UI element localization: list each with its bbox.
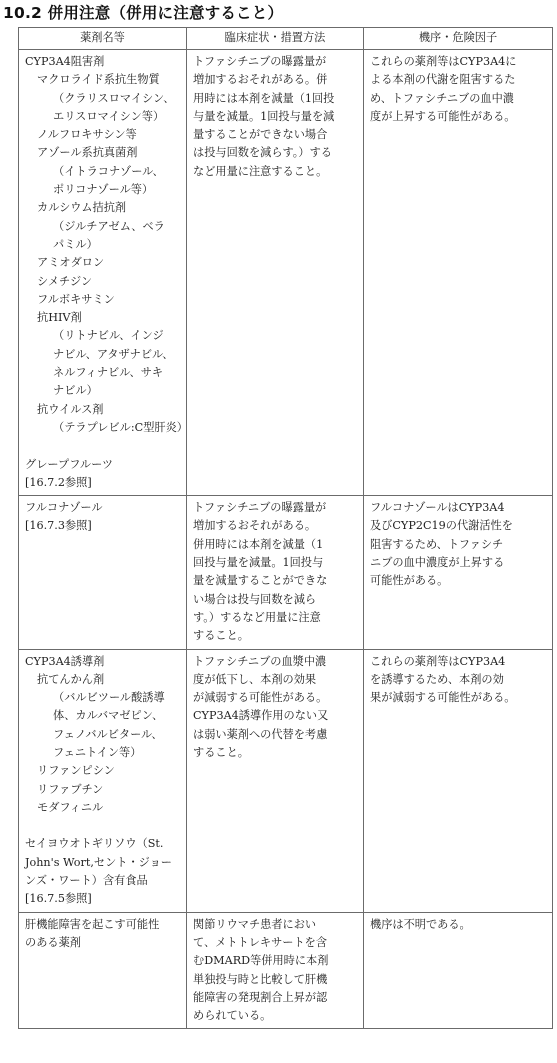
drug-line: フルコナゾール bbox=[25, 501, 103, 515]
drug-line: フルボキサミン bbox=[37, 292, 115, 306]
mechanism-cell bbox=[364, 912, 553, 1029]
drug-line: （リトナビル、インジ bbox=[53, 329, 164, 343]
drug-line: フェノバルビタール、 bbox=[53, 727, 163, 741]
symptom-line: 併用時には本剤を減量（1 bbox=[193, 537, 324, 551]
table-body bbox=[19, 50, 553, 1029]
drug-line: アミオダロン bbox=[37, 256, 105, 270]
table-row-cyp3a4-inhibitors bbox=[19, 50, 553, 496]
drug-line: 抗HIV剤 bbox=[37, 311, 82, 325]
mechanism-line: 阻害するため、トファシチ bbox=[370, 537, 504, 551]
drug-line: 体、カルバマゼピン、 bbox=[53, 709, 164, 723]
drug-line: セイヨウオトギリソウ（St. bbox=[25, 837, 164, 851]
symptom-line: トファシチニブの曝露量が bbox=[193, 501, 327, 515]
drug-line: ンズ・ワート）含有食品 bbox=[25, 874, 148, 888]
drug-line: ノルフロキサシン等 bbox=[37, 128, 137, 142]
symptom-line: 単独投与時と比較して肝機 bbox=[193, 972, 328, 986]
symptom-line: CYP3A4誘導作用のない又 bbox=[193, 709, 329, 723]
symptom-line: す。）するなど用量に注意 bbox=[193, 610, 321, 624]
mechanism-cell bbox=[364, 649, 553, 912]
drug-line: リファブチン bbox=[37, 782, 104, 796]
symptom-line: トファシチニブの曝露量が bbox=[193, 55, 327, 68]
header-clinical-symptoms: 臨床症状・措置方法 bbox=[187, 28, 364, 50]
spacer-line bbox=[25, 437, 181, 455]
drug-name-cell bbox=[19, 50, 187, 496]
section-title: 10.2 併用注意（併用に注意すること） bbox=[3, 4, 284, 22]
drug-line: ナビル、アタザナビル、 bbox=[53, 347, 174, 361]
mechanism-line: ニブの血中濃度が上昇する bbox=[370, 556, 505, 570]
clinical-symptoms-cell bbox=[187, 50, 364, 496]
mechanism-line: 可能性がある。 bbox=[370, 574, 449, 588]
header-drug-name: 薬剤名等 bbox=[19, 28, 187, 50]
symptom-line: 増加するおそれがある。併 bbox=[193, 73, 328, 87]
table-header-row bbox=[19, 28, 553, 50]
clinical-symptoms-cell bbox=[187, 649, 364, 912]
mechanism-line: フルコナゾールはCYP3A4 bbox=[370, 501, 505, 515]
table-row-hepatotoxic-drugs bbox=[19, 912, 553, 1029]
drug-line: モダフィニル bbox=[37, 800, 104, 814]
drug-line: 肝機能障害を起こす可能性 bbox=[25, 917, 160, 931]
drug-line: エリスロマイシン等） bbox=[53, 109, 165, 123]
symptom-line: すること。 bbox=[193, 745, 249, 759]
mechanism-line: 度が上昇する可能性がある。 bbox=[370, 109, 516, 123]
drug-line: 抗てんかん剤 bbox=[37, 672, 105, 686]
symptom-line: められている。 bbox=[193, 1009, 272, 1023]
drug-line: シメチジン bbox=[37, 274, 93, 288]
symptom-line: すること。 bbox=[193, 629, 249, 643]
drug-line: [16.7.2参照] bbox=[25, 475, 92, 489]
drug-line: CYP3A4阻害剤 bbox=[25, 55, 105, 68]
drug-line: （クラリスロマイシン、 bbox=[53, 91, 175, 105]
header-mechanism: 機序・危険因子 bbox=[364, 28, 553, 50]
symptom-line: 関節リウマチ患者におい bbox=[193, 917, 317, 931]
drug-line: アゾール系抗真菌剤 bbox=[37, 146, 138, 160]
mechanism-cell bbox=[364, 496, 553, 649]
symptom-line: て、メトトレキサートを含 bbox=[193, 935, 328, 949]
symptom-line: 用時には本剤を減量（1回投 bbox=[193, 91, 335, 105]
symptom-line: 増加するおそれがある。 bbox=[193, 519, 317, 533]
symptom-line: むDMARD等併用時に本剤 bbox=[193, 954, 329, 968]
mechanism-line: よる本剤の代謝を阻害するた bbox=[370, 73, 516, 87]
symptom-line: が減弱する可能性がある。 bbox=[193, 691, 328, 705]
drug-line: リファンピシン bbox=[37, 764, 115, 778]
drug-line: （イトラコナゾール、 bbox=[53, 164, 164, 178]
spacer-line bbox=[25, 817, 181, 835]
mechanism-line: 果が減弱する可能性がある。 bbox=[370, 691, 516, 705]
mechanism-line: め、トファシチニブの血中濃 bbox=[370, 91, 514, 105]
interaction-table bbox=[18, 27, 553, 1029]
mechanism-line: これらの薬剤等はCYP3A4に bbox=[370, 55, 517, 68]
drug-line: フェニトイン等） bbox=[53, 745, 142, 759]
symptom-line: い場合は投与回数を減ら bbox=[193, 592, 317, 606]
drug-name-cell bbox=[19, 649, 187, 912]
drug-line: （テラプレビル:C型肝炎） bbox=[53, 420, 188, 434]
drug-name-cell bbox=[19, 912, 187, 1029]
clinical-symptoms-cell bbox=[187, 912, 364, 1029]
symptom-line: 能障害の発現割合上昇が認 bbox=[193, 990, 328, 1004]
drug-name-cell bbox=[19, 496, 187, 649]
symptom-line: 回投与量を減量。1回投与 bbox=[193, 556, 324, 570]
drug-line: ポリコナゾール等） bbox=[53, 183, 154, 197]
table-row-cyp3a4-inducers bbox=[19, 649, 553, 912]
clinical-symptoms-cell bbox=[187, 496, 364, 649]
symptom-line: 与量を減量。1回投与量を減 bbox=[193, 109, 335, 123]
symptom-line: は弱い薬剤への代替を考慮 bbox=[193, 727, 328, 741]
drug-line: 抗ウイルス剤 bbox=[37, 402, 104, 416]
drug-line: （バルビツール酸誘導 bbox=[53, 691, 165, 705]
table-row-fluconazole bbox=[19, 496, 553, 649]
symptom-line: 量することができない場合 bbox=[193, 128, 328, 142]
mechanism-cell bbox=[364, 50, 553, 496]
symptom-line: など用量に注意すること。 bbox=[193, 164, 328, 178]
drug-line: グレープフルーツ bbox=[25, 457, 114, 471]
mechanism-line: 機序は不明である。 bbox=[370, 917, 471, 931]
drug-line: [16.7.5参照] bbox=[25, 892, 92, 906]
symptom-line: 量を減量することができな bbox=[193, 574, 328, 588]
drug-line: （ジルチアゼム、ベラ bbox=[53, 219, 165, 233]
symptom-line: トファシチニブの血漿中濃 bbox=[193, 654, 327, 668]
drug-line: [16.7.3参照] bbox=[25, 519, 92, 533]
drug-line: マクロライド系抗生物質 bbox=[37, 73, 160, 87]
mechanism-line: を誘導するため、本剤の効 bbox=[370, 672, 504, 686]
symptom-line: は投与回数を減らす。）する bbox=[193, 146, 332, 160]
drug-line: ネルフィナビル、サキ bbox=[53, 366, 164, 380]
drug-line: ナビル） bbox=[53, 384, 98, 398]
drug-line: John's Wort,セント・ジョー bbox=[25, 855, 172, 869]
drug-line: パミル） bbox=[53, 237, 98, 251]
drug-line: のある薬剤 bbox=[25, 935, 81, 949]
symptom-line: 度が低下し、本剤の効果 bbox=[193, 672, 317, 686]
drug-line: CYP3A4誘導剤 bbox=[25, 654, 105, 668]
mechanism-line: 及びCYP2C19の代謝活性を bbox=[370, 519, 513, 533]
mechanism-line: これらの薬剤等はCYP3A4 bbox=[370, 654, 506, 668]
drug-line: カルシウム拮抗剤 bbox=[37, 201, 127, 215]
